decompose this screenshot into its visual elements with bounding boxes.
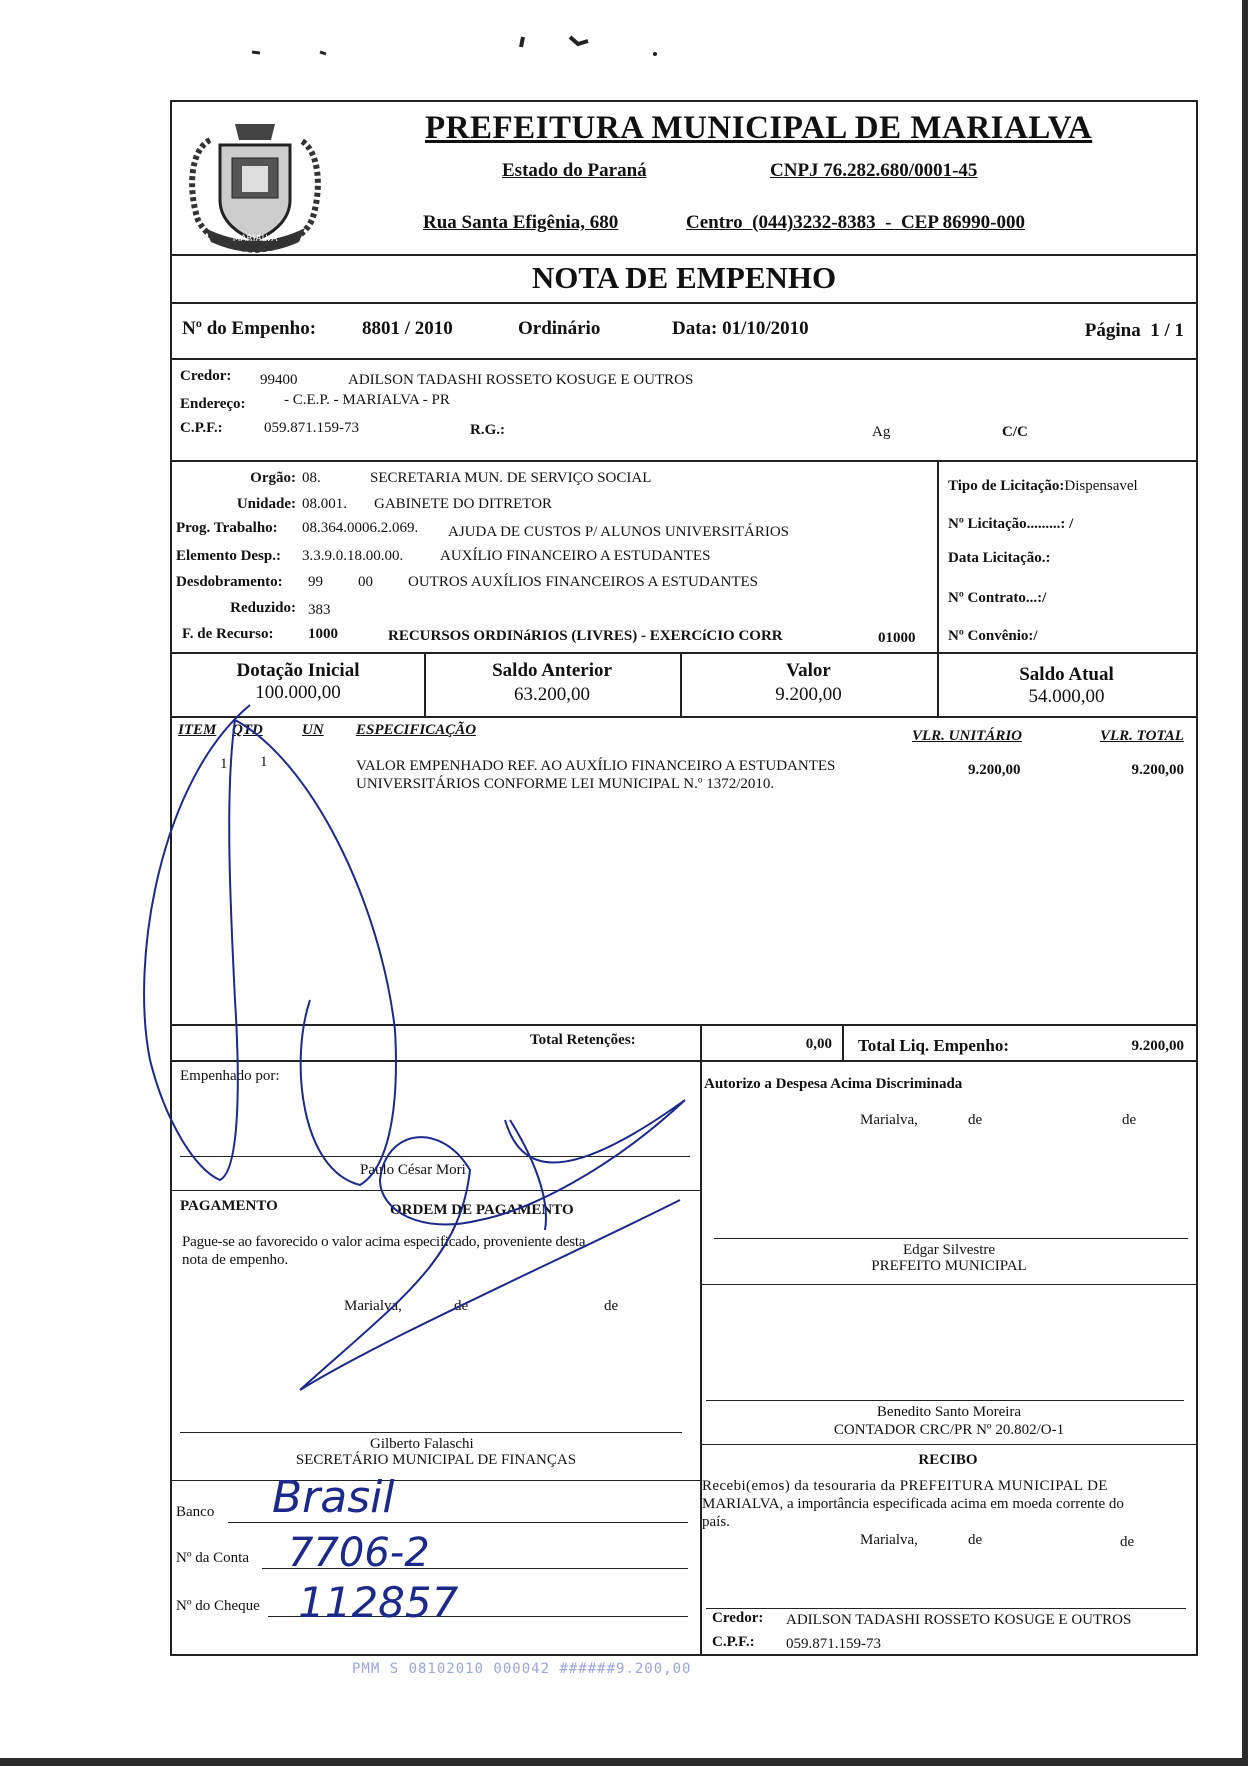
orgao-label: Orgão: [250,470,296,486]
credor-name: ADILSON TADASHI ROSSETO KOSUGE E OUTROS [348,372,694,388]
rg-label: R.G.: [470,422,505,438]
saldo-anterior-value: 63.200,00 [514,684,590,705]
credor-address: - C.E.P. - MARIALVA - PR [284,392,450,408]
reduzido-value: 383 [308,602,331,618]
state-label: Estado do Paraná [502,160,647,181]
recurso-desc: RECURSOS ORDINáRIOS (LIVRES) - EXERCíCIO CORR [388,628,783,644]
pagamento-title: PAGAMENTO [180,1198,278,1214]
cc-label: C/C [1002,424,1028,440]
credor-label: Credor: [180,368,232,384]
recibo-text-line3: país. [702,1514,730,1530]
autorizo-de1: de [968,1112,983,1128]
credor-code: 99400 [260,372,298,388]
item-spec-line1: VALOR EMPENHADO REF. AO AUXÍLIO FINANCEIRO A ESTUDANTES [356,758,836,774]
total-retencoes-value: 0,00 [805,1036,832,1052]
dotacao-value: 100.000,00 [255,682,341,703]
autorizo-de2: de [1122,1112,1137,1128]
svg-text:MARIALVA: MARIALVA [232,234,278,244]
licitacao-date: Data Licitação.: [948,550,1051,566]
recurso-code: 1000 [308,626,338,642]
elemento-code: 3.3.9.0.18.00.00. [302,548,404,564]
elemento-desc: AUXÍLIO FINANCEIRO A ESTUDANTES [440,548,711,564]
col-item: ITEM [178,722,217,738]
autorizo-role: PREFEITO MUNICIPAL [871,1258,1027,1274]
recibo-text-line2: MARIALVA, a importância especificada acima em moeda corrente do [702,1496,1124,1512]
saldo-atual-value: 54.000,00 [1028,686,1105,707]
banco-label: Banco [176,1504,215,1520]
desdobramento-a: 99 [308,574,323,590]
page-edge-right [1242,0,1248,1766]
page-number: Página 1 / 1 [1084,320,1184,341]
divider [700,1284,1196,1285]
district-phone-cep: Centro (044)3232-8383 - CEP 86990-000 [686,212,1025,233]
col-especificacao: ESPECIFICAÇÃO [356,722,477,738]
recibo-credor-label: Credor: [712,1610,764,1626]
ag-label: Ag [872,424,891,440]
prog-code: 08.364.0006.2.069. [302,520,419,536]
orgao-desc: SECRETARIA MUN. DE SERVIÇO SOCIAL [370,470,652,486]
recibo-text-line1: Recebi(emos) da tesouraria da PREFEITURA MUNICIPAL DE [702,1478,1108,1494]
cheque-value: 112857 [298,1578,459,1627]
prog-desc: AJUDA DE CUSTOS P/ ALUNOS UNIVERSITÁRIOS [448,524,790,540]
unidade-code: 08.001. [302,496,347,512]
empenho-date: Data: 01/10/2010 [672,318,809,339]
page-edge-bottom [0,1758,1248,1766]
contrato-number: Nº Contrato...:/ [948,590,1047,606]
signature-line [706,1608,1186,1609]
recibo-de1: de [968,1532,983,1548]
col-un: UN [302,722,324,738]
orgao-code: 08. [302,470,321,486]
licitacao-type-label-text: Tipo de Licitação: [948,478,1065,494]
contador-signer: Benedito Santo Moreira [876,1404,1022,1420]
autorizo-title: Autorizo a Despesa Acima Discriminada [704,1076,963,1092]
recibo-place: Marialva, [860,1532,918,1548]
coat-of-arms-icon [180,110,330,258]
recibo-cpf-label: C.P.F.: [712,1634,755,1650]
pagamento-text-line1: Pague-se ao favorecido o valor acima especificado, proveniente desta [182,1234,586,1250]
item-spec-line2: UNIVERSITÁRIOS CONFORME LEI MUNICIPAL N.º 1372/2010. [356,776,775,792]
dotacao-label: Dotação Inicial [236,660,360,681]
empenhado-signer: Paulo César Mori [360,1162,466,1178]
cnpj-label: CNPJ 76.282.680/0001-45 [770,160,978,181]
col-vlr-unitario: VLR. UNITÁRIO [912,728,1023,744]
reduzido-label: Reduzido: [230,600,296,616]
recibo-credor-name: ADILSON TADASHI ROSSETO KOSUGE E OUTROS [786,1612,1132,1628]
pagamento-de2: de [604,1298,619,1314]
unidade-desc: GABINETE DO DITRETOR [374,496,553,512]
empenho-number: 8801 / 2010 [362,318,453,339]
autorizo-signer: Edgar Silvestre [902,1242,996,1258]
banco-value: Brasil [272,1472,395,1523]
saldo-atual-label: Saldo Atual [1019,664,1114,685]
recibo-cpf: 059.871.159-73 [786,1636,881,1652]
handwritten-signatures [140,700,720,1480]
total-liquido-value: 9.200,00 [1131,1038,1184,1054]
licitacao-number: Nº Licitação.........: / [948,516,1074,532]
saldo-anterior-label: Saldo Anterior [492,660,612,681]
col-qtd: QTD [232,722,263,738]
item-qtd: 1 [260,754,268,770]
signature-line [706,1400,1184,1401]
elemento-label: Elemento Desp.: [176,548,281,564]
recibo-de2: de [1120,1534,1135,1550]
total-retencoes-label: Total Retenções: [530,1032,636,1048]
divider [172,302,1196,304]
convenio-number: Nº Convênio:/ [948,628,1038,644]
contador-role: CONTADOR CRC/PR Nº 20.802/O-1 [833,1422,1065,1438]
pagamento-text-line2: nota de empenho. [182,1252,289,1268]
unidade-label: Unidade: [236,496,296,512]
total-liquido-label: Total Liq. Empenho: [858,1036,1009,1055]
signature-line [714,1238,1188,1239]
valor-label: Valor [786,660,831,681]
prog-label: Prog. Trabalho: [176,520,278,536]
licitacao-type-value: Dispensavel [1064,478,1138,494]
document-title: NOTA DE EMPENHO [531,260,837,295]
divider [172,254,1196,256]
divider [172,1480,700,1481]
divider [937,460,939,652]
valor-value: 9.200,00 [775,684,842,705]
address-label: Endereço: [180,396,246,412]
conta-label: Nº da Conta [176,1550,249,1566]
divider [842,1024,844,1060]
pagamento-place: Marialva, [344,1298,402,1314]
empenho-type: Ordinário [518,318,601,339]
payment-stamp: PMM S 08102010 000042 ######9.200,00 [352,1661,692,1677]
pagamento-signer: Gilberto Falaschi [370,1436,474,1452]
credor-cpf: 059.871.159-73 [264,420,359,436]
col-vlr-total: VLR. TOTAL [1100,728,1184,744]
divider [172,358,1196,360]
empenho-number-label: Nº do Empenho: [182,318,317,339]
scan-marks [240,25,660,65]
ordem-pagamento-title: ORDEM DE PAGAMENTO [390,1202,574,1218]
street-address: Rua Santa Efigênia, 680 [423,212,619,233]
item-number: 1 [220,756,228,772]
recurso-source-code: 01000 [878,630,916,646]
municipality-title: PREFEITURA MUNICIPAL DE MARIALVA [425,110,1093,146]
item-total-value: 9.200,00 [1131,762,1184,778]
desdobramento-label: Desdobramento: [176,574,283,590]
recibo-title: RECIBO [918,1452,978,1468]
divider [172,460,1196,462]
licitacao-type-label [948,478,1138,495]
divider [172,652,1196,654]
cheque-label: Nº do Cheque [176,1598,260,1614]
pagamento-role: SECRETÁRIO MUNICIPAL DE FINANÇAS [295,1452,577,1468]
conta-value: 7706-2 [288,1530,430,1576]
empenhado-label: Empenhado por: [180,1068,280,1084]
autorizo-place: Marialva, [860,1112,918,1128]
cpf-label: C.P.F.: [180,420,223,436]
desdobramento-desc: OUTROS AUXÍLIOS FINANCEIROS A ESTUDANTES [408,574,759,590]
recurso-label: F. de Recurso: [182,626,274,642]
pagamento-de1: de [454,1298,469,1314]
item-unit-value: 9.200,00 [968,762,1021,778]
divider [700,1444,1196,1445]
desdobramento-b: 00 [358,574,373,590]
